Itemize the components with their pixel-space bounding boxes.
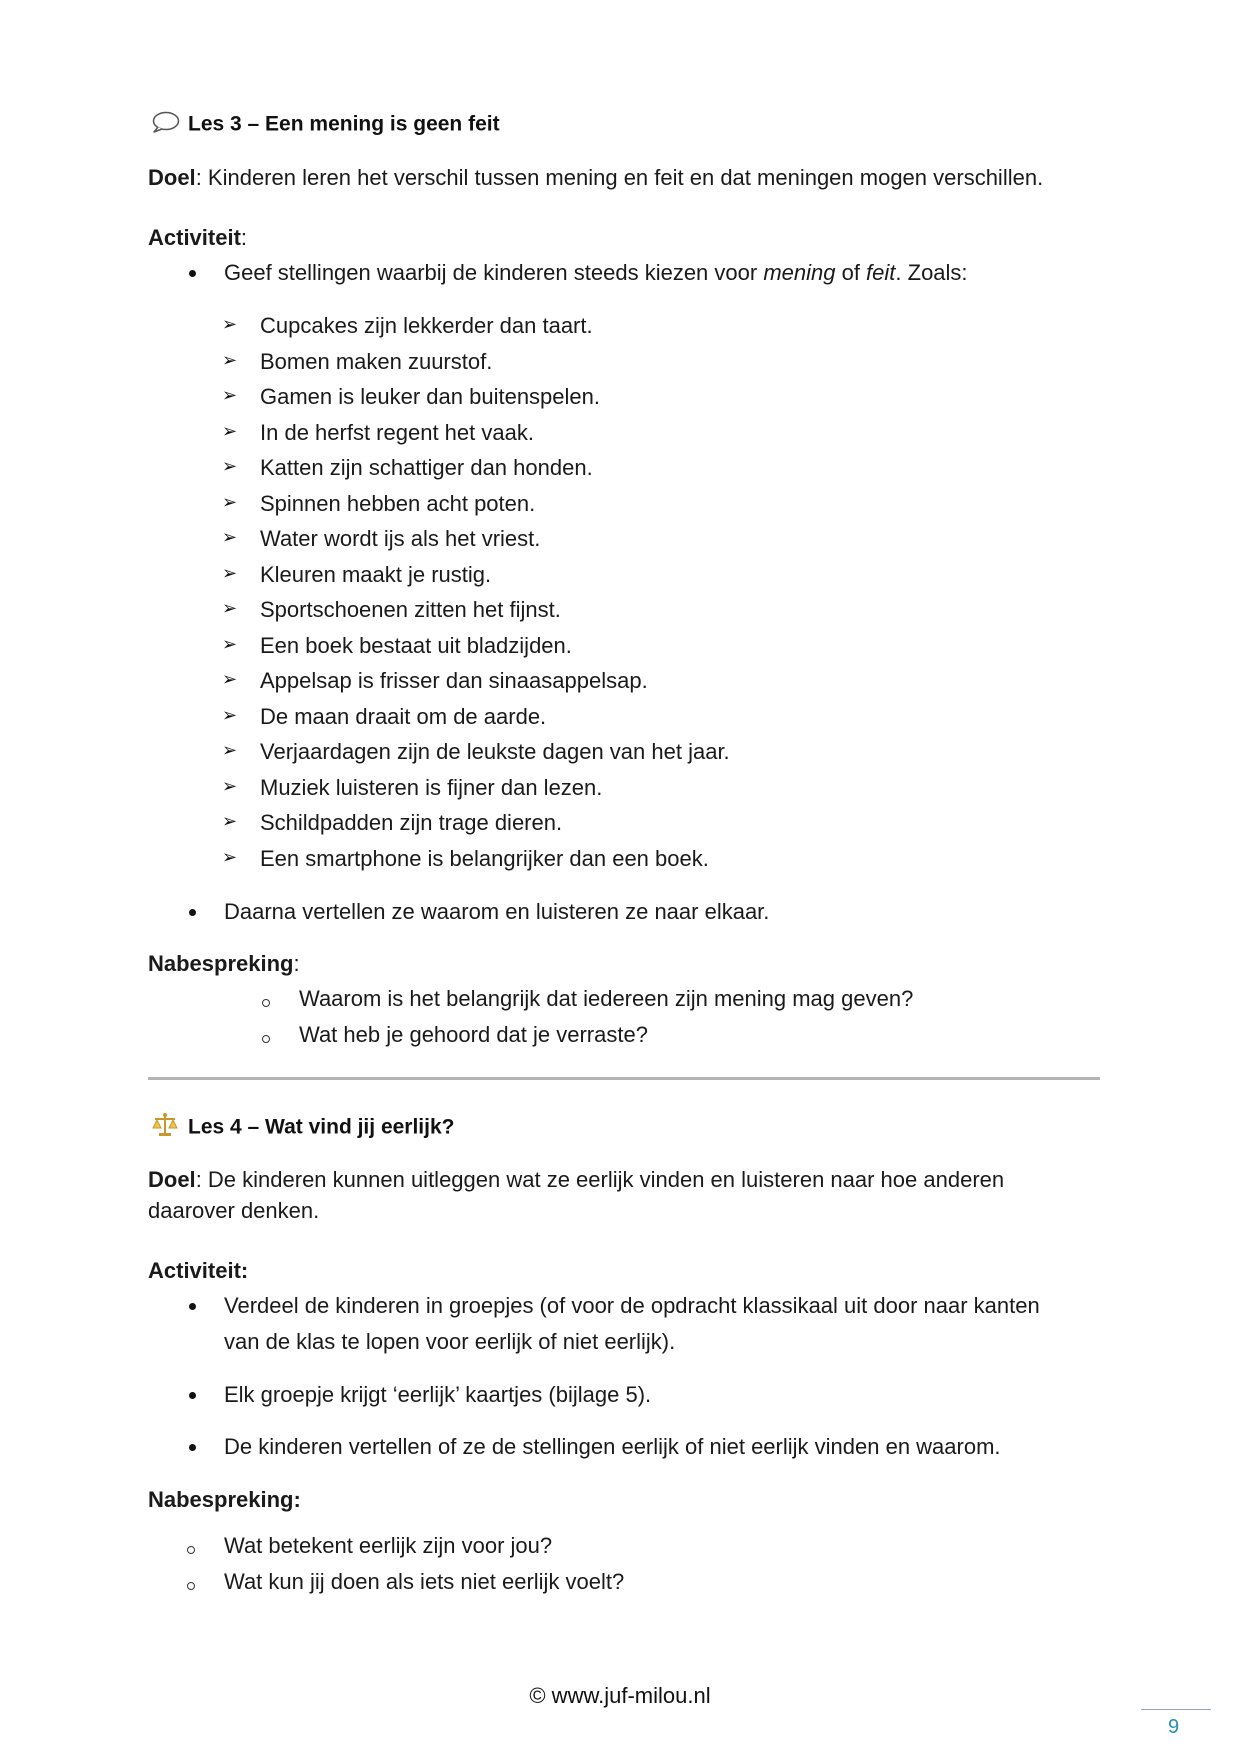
les3-bullet-1-zoals: . Zoals: bbox=[895, 260, 968, 285]
les3-question-2: Wat heb je gehoord dat je verraste? bbox=[299, 1022, 648, 1047]
statement-item: Schildpadden zijn trage dieren. bbox=[260, 810, 563, 835]
question-circle bbox=[262, 999, 270, 1007]
statement-item: Bomen maken zuurstof. bbox=[260, 348, 493, 374]
les3-doel-text: : Kinderen leren het verschil tussen mening en feit en dat meningen mogen verschillen. bbox=[195, 165, 1044, 190]
les4-question-1: Wat betekent eerlijk zijn voor jou? bbox=[224, 1533, 553, 1558]
question-circle bbox=[187, 1546, 195, 1554]
arrow-bullet-icon: ➢ bbox=[222, 562, 238, 583]
statement-item: Water wordt ijs als het vriest. bbox=[260, 526, 541, 551]
arrow-bullet-icon: ➢ bbox=[222, 704, 238, 725]
les3-doel bbox=[148, 162, 1108, 193]
statement-item: Spinnen hebben acht poten. bbox=[260, 490, 536, 516]
les4-doel-label: Doel bbox=[148, 1167, 196, 1192]
bullet-dot bbox=[189, 1303, 196, 1310]
question-circle bbox=[262, 1035, 270, 1043]
les3-bullet-1-text: Geef stellingen waarbij de kinderen steeds kiezen voor bbox=[224, 260, 764, 285]
les3-bullet-2: Daarna vertellen ze waarom en luisteren ze naar elkaar. bbox=[224, 899, 770, 924]
page-number-rule bbox=[1141, 1709, 1211, 1710]
les4-activiteit-label: Activiteit: bbox=[148, 1258, 249, 1283]
arrow-bullet-icon: ➢ bbox=[222, 385, 238, 405]
les3-activiteit-label: Activiteit bbox=[148, 225, 241, 250]
arrow-bullet-icon: ➢ bbox=[222, 527, 238, 547]
statement-item: Gamen is leuker dan buitenspelen. bbox=[260, 384, 600, 409]
statement-item: Kleuren maakt je rustig. bbox=[260, 561, 492, 587]
les3-nabespreking bbox=[148, 948, 300, 979]
bullet-dot bbox=[189, 1392, 196, 1399]
footer-copyright: © www.juf-milou.nl bbox=[529, 1683, 711, 1708]
bullet-dot bbox=[189, 270, 196, 277]
arrow-bullet-icon: ➢ bbox=[222, 491, 238, 512]
les3-nabespreking-label: Nabespreking bbox=[148, 951, 294, 976]
arrow-bullet-icon: ➢ bbox=[222, 811, 238, 831]
statement-item: Muziek luisteren is fijner dan lezen. bbox=[260, 774, 603, 800]
arrow-bullet-icon: ➢ bbox=[222, 456, 238, 476]
arrow-bullet-icon: ➢ bbox=[222, 669, 238, 689]
arrow-bullet-icon: ➢ bbox=[222, 598, 238, 618]
arrow-bullet-icon: ➢ bbox=[222, 349, 238, 370]
speech-bubble-icon bbox=[150, 110, 182, 140]
les3-activiteit bbox=[148, 222, 247, 253]
statement-item: Katten zijn schattiger dan honden. bbox=[260, 455, 593, 480]
statement-item: Verjaardagen zijn de leukste dagen van het jaar. bbox=[260, 739, 730, 764]
les4-doel-line-2: daarover denken. bbox=[148, 1198, 320, 1223]
les3-activiteit-colon: : bbox=[240, 225, 248, 250]
les3-doel-label: Doel bbox=[148, 165, 196, 190]
statement-item: In de herfst regent het vaak. bbox=[260, 419, 534, 445]
statement-item: De maan draait om de aarde. bbox=[260, 703, 547, 729]
arrow-bullet-icon: ➢ bbox=[222, 740, 238, 760]
statement-item: Appelsap is frisser dan sinaasappelsap. bbox=[260, 668, 648, 693]
les3-heading bbox=[150, 110, 500, 140]
arrow-bullet-icon: ➢ bbox=[222, 846, 238, 867]
statement-item: Een boek bestaat uit bladzijden. bbox=[260, 632, 572, 658]
les3-question-1: Waarom is het belangrijk dat iedereen zijn mening mag geven? bbox=[299, 986, 914, 1011]
statement-item: Cupcakes zijn lekkerder dan taart. bbox=[260, 313, 593, 338]
arrow-bullet-icon: ➢ bbox=[222, 775, 238, 796]
section-divider bbox=[148, 1077, 1100, 1080]
arrow-bullet-icon: ➢ bbox=[222, 420, 238, 441]
bullet-dot bbox=[189, 909, 196, 916]
les4-bullet-3: De kinderen vertellen of ze de stellingen eerlijk of niet eerlijk vinden en waarom. bbox=[224, 1434, 1001, 1459]
les3-bullet-1 bbox=[224, 257, 968, 288]
bullet-dot bbox=[189, 1444, 196, 1451]
arrow-bullet-icon: ➢ bbox=[222, 633, 238, 654]
les3-bullet-1-feit: feit bbox=[866, 260, 896, 285]
les4-bullet-1-line-2: van de klas te lopen voor eerlijk of niet eerlijk). bbox=[224, 1329, 676, 1354]
les4-nabespreking-label: Nabespreking: bbox=[148, 1487, 301, 1512]
les3-bullet-1-of: of bbox=[835, 260, 867, 285]
question-circle bbox=[187, 1582, 195, 1590]
arrow-bullet-icon: ➢ bbox=[222, 314, 238, 334]
les4-bullet-2: Elk groepje krijgt ‘eerlijk’ kaartjes (bijlage 5). bbox=[224, 1382, 652, 1407]
les3-nabespreking-colon: : bbox=[293, 951, 300, 976]
statement-item: Sportschoenen zitten het fijnst. bbox=[260, 597, 561, 622]
balance-scale-icon bbox=[150, 1112, 182, 1144]
les4-heading bbox=[150, 1112, 454, 1144]
les4-doel bbox=[148, 1164, 1108, 1226]
les4-bullet-1-line-1: Verdeel de kinderen in groepjes (of voor de opdracht klassikaal uit door naar kanten bbox=[224, 1293, 1040, 1318]
les4-title: Les 4 – Wat vind jij eerlijk? bbox=[188, 1115, 455, 1139]
page-number: 9 bbox=[1168, 1716, 1180, 1738]
les3-title: Les 3 – Een mening is geen feit bbox=[188, 112, 500, 136]
les3-bullet-1-mening: mening bbox=[763, 260, 836, 285]
les4-question-2: Wat kun jij doen als iets niet eerlijk voelt? bbox=[224, 1569, 625, 1594]
les4-doel-line-1: : De kinderen kunnen uitleggen wat ze eerlijk vinden en luisteren naar hoe anderen bbox=[195, 1167, 1005, 1192]
statement-item: Een smartphone is belangrijker dan een boek. bbox=[260, 845, 709, 871]
